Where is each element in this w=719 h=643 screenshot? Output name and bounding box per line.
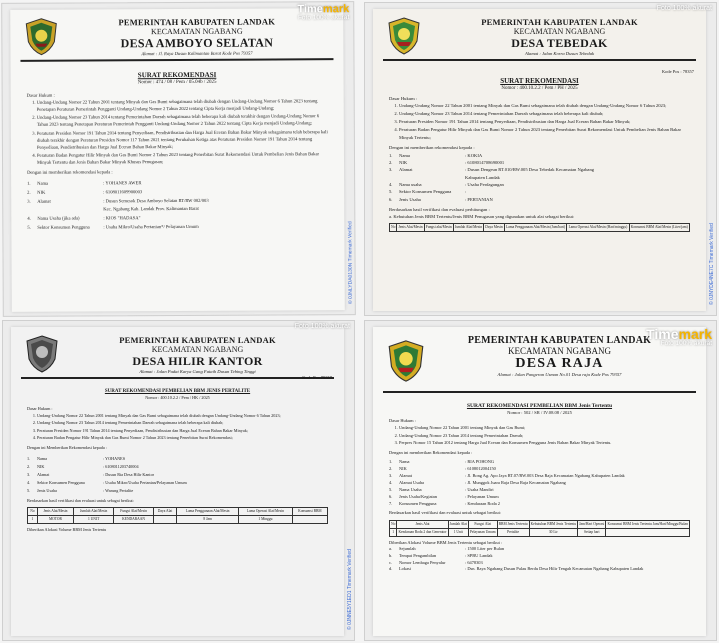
column-header: No <box>390 224 397 232</box>
government-name: PEMERINTAH KABUPATEN LANDAK <box>481 17 638 27</box>
landak-regency-emblem-icon <box>24 18 58 56</box>
legal-basis-item: 4. Peraturan Badan Pengatur Hilir Minyak dan Gas Bumi Nomor 2 Tahun 2023 tentang Penerbitan Surat Rekomendasi Untuk Pembelian Jenis Bahan Bakar Minyak Tertentu dan Jenis Bahan Bakar Minyak Khusus Penugasan; <box>37 150 328 166</box>
column-header: Daya Mesin <box>484 224 505 232</box>
verification-sidemark <box>707 135 715 305</box>
postal-code: Kode Pos : 78357 <box>661 69 694 74</box>
column-header: Jumlah Alat <box>448 521 468 529</box>
column-header: Lama Penggunaan Alat/Mesin <box>177 508 239 516</box>
field-label: Sektor Konsumen Pengguna <box>37 479 85 485</box>
allocation-heading: Diberikan Alokasi Volume BBM Jenis Tertentu sebagai berikut : <box>389 539 503 545</box>
column-header: Jumlah Alat/Mesin <box>73 508 113 516</box>
table-row <box>390 528 690 536</box>
letter-title: SURAT REKOMENDASI PEMBELIAN BBM JENIS PERTALITE <box>104 389 251 394</box>
recipient-fields: 1. Nama : YOHANES 2. NIK : 6108011203740004 3. Alamat : Dusun Ria Desa Hilir Kantor 4. Sektor Konsumen Pengguna : Usaha Mikro/Usaha Pertanian/Pelayanan Umum 5. Jenis Usaha : Warung Pertalite <box>27 455 328 495</box>
field-value: : 6108011609900003 <box>103 189 143 195</box>
field-value: : 1500 Liter per Bulan <box>465 546 505 552</box>
table-cell: 8 Jam <box>177 516 239 524</box>
column-header: Jenis Alat <box>397 521 448 529</box>
field-value: : Warung Pertalite <box>103 487 134 493</box>
legal-basis-list <box>399 425 690 447</box>
watermark-brand-accent: mark <box>678 326 712 342</box>
equipment-table <box>389 223 690 232</box>
legal-basis-list <box>399 102 690 141</box>
field-label: Sektor Konsumen Pengguna <box>37 224 90 230</box>
letter-title: SURAT REKOMENDASI PEMBELIAN BBM Jenis Tertentu <box>466 403 613 409</box>
field-value: Kabupaten Landak <box>465 174 500 180</box>
legal-basis-item: 3. Peraturan Presiden Nomor 191 Tahun 2014 tentang Penyediaan, Pendistribusian dan Harga Jual Eceran Bahan Bakar Minyak sebagaimana telah beberapa kali diubah terakhir dengan Peraturan Presiden Nomor 117 Tahun 2021 tentang Perubahan Ketiga atas Peraturan Presiden Nomor 191 Tahun 2014 tentang Penyediaan, Pendistribusian dan Harga Jual Eceran Bahan Bakar Minyak; <box>37 128 328 151</box>
table-cell: 1 <box>390 528 397 536</box>
field-value: : Usaha Mikro/Usaha Pertanian*/ Pelayanan Umum <box>103 223 199 230</box>
field-value: : KOKIA <box>465 152 483 158</box>
table-cell: 1 Unit <box>448 528 468 536</box>
field-label: Nomor Lembaga Penyalur <box>399 559 446 565</box>
field-label: Tempat Pengambilan <box>399 553 437 559</box>
column-header: Jumlah Alat/Mesin <box>453 224 483 232</box>
recipient-fields: 1. Nama : RIA POHONG 2. NIK : 6108012004150 3. Alamat : Jl. Bong Ag. Apo Jaya RT.07/RW.003 Desa Raja Kecamatan Ngabang Kabupaten Landak 4. Alamat Usaha : Jl. Munggok Juara Raja Desa Raja Kecamatan Ngabang 5. Nama Usaha : Usaha Mandiri 6. Jenis Usaha/Kegiatan : Pelayanan Umum 7. Konsumen Pengguna : Kendaraan Roda 2 <box>389 458 690 507</box>
field-value: : SPBU Landak <box>465 553 493 559</box>
field-value: : Kendaraan Roda 2 <box>465 501 500 507</box>
field-label: Nama <box>37 456 47 461</box>
field-label: Alamat Usaha <box>399 480 424 486</box>
verification-note: Berdasarkan hasil verifikasi dan evaluasi untuk sebagai berikut: <box>389 510 502 516</box>
verification-sidemark <box>345 134 354 304</box>
timemark-watermark <box>646 327 712 348</box>
letter-body <box>27 90 329 232</box>
field-value: : Dusun Dengeun RT.010/RW.005 Desa Tebedak Kecamatan Ngabang <box>465 167 595 173</box>
landak-regency-emblem-icon <box>25 335 59 373</box>
photo-desa-raja <box>364 320 717 641</box>
village-address: Alamat : Jalan Padat Karya Gang Fataih Dusun Tebing Tinggi <box>139 369 256 374</box>
field-label: NIK <box>399 466 407 472</box>
legal-basis-item: 4. Peraturan Badan Pengatur Hilir Minyak dan Gas Bumi Nomor 2 Tahun 2023 tentang Penerbitan Surat Rekomendasi; <box>37 435 328 442</box>
legal-basis-heading: Dasar Hukum : <box>389 96 418 101</box>
photo-desa-hilir-kantor <box>2 320 355 641</box>
watermark-caption: Foto 100% akurat <box>656 5 712 12</box>
legal-basis-list <box>37 97 328 166</box>
column-header: Jenis Alat/Mesin <box>37 508 73 516</box>
district-name: KECAMATAN NGABANG <box>151 26 243 37</box>
field-label: Jenis Usaha <box>399 196 421 202</box>
watermark-brand: Time <box>297 3 323 16</box>
field-value: : 6478303 <box>465 559 483 565</box>
recommendation-intro: Dengan ini memberikan rekomendasi kepada : <box>389 144 475 150</box>
letter-sheet <box>11 327 344 636</box>
letter-title: SURAT REKOMENDASI <box>137 70 217 80</box>
field-value: : Usaha Mandiri <box>465 487 494 493</box>
table-cell: 1 Minggu <box>239 516 293 524</box>
field-label: Nama usaha <box>399 182 422 188</box>
district-name: KECAMATAN NGABANG <box>507 346 612 356</box>
recipient-fields: 1. Nama : YOHANES AWER 2. NIK : 6108011609900003 3. Alamat : Dusun Semesok Desa Amboyo Selatan RT/RW 002/003 Kec. Ngabang Kab. Landak Prov. Kalimantan Barat 4. Nama Usaha (jika ada) : KIOS "HADASA" 5. Sektor Konsumen Pengguna : Usaha Mikro/Usaha Pertanian*/ Pelayanan Umum <box>27 178 328 232</box>
column-header: Jam/Hari Operasi <box>578 521 606 529</box>
letterhead <box>20 14 333 62</box>
column-header: No <box>28 508 38 516</box>
legal-basis-item: 1. Undang-Undang Nomor 22 Tahun 2001 tentang Minyak dan Gas Bumi sebagaimana telah diubah dengan Undang-Undang Nomor 6 Tahun 2023 tentang Penetapan Peraturan Pemerintah Pengganti Undang-Undang Nomor 2 Tahun 2022 tentang Cipta Kerja menjadi Undang-Undang; <box>37 97 328 113</box>
legal-basis-item: 1. Undang-Undang Nomor 22 Tahun 2001 tentang Minyak dan Gas Bumi sebagaimana telah diubah dengan Undang-Undang Nomor 6 Tahun 2023; <box>399 102 690 109</box>
table-cell: Setiap hari <box>578 528 606 536</box>
field-label: NIK <box>37 189 46 195</box>
legal-basis-item: 3. Peraturan Presiden Nomor 191 Tahun 2014 tentang Penyediaan, Pendistribusian dan Harga Jual Eceran Bahan Bakar Minyak; <box>399 118 690 125</box>
column-header: Lama Penggunaan Alat/Mesin (Jam/hari) <box>504 224 567 232</box>
field-value: : <box>465 189 467 195</box>
table-cell: 1 <box>28 516 38 524</box>
field-value: : RIA POHONG <box>465 459 495 465</box>
table-cell <box>153 516 176 524</box>
table-row <box>28 516 328 524</box>
field-value: : Pelayanan Umum <box>465 494 499 500</box>
government-name: PEMERINTAH KABUPATEN LANDAK <box>467 335 652 346</box>
field-label: NIK <box>399 160 408 166</box>
field-value: : Usaha Mikro/Usaha Pertanian/Pelayanan Umum <box>103 479 187 485</box>
village-name: DESA TEBEDAK <box>511 36 608 50</box>
field-label: Alamat <box>37 198 51 204</box>
letter-title: SURAT REKOMENDASI <box>500 77 579 85</box>
field-value: : YOHANES <box>103 456 126 461</box>
table-header-row <box>390 224 690 232</box>
field-label: Sejumlah <box>399 546 416 552</box>
district-name: KECAMATAN NGABANG <box>151 345 244 354</box>
government-name: PEMERINTAH KABUPATEN LANDAK <box>118 16 276 28</box>
column-header: Fungsi Alat/Mesin <box>114 508 154 516</box>
letter-number: Nomor : 502 / SR / IV.08.08 / 2025 <box>507 410 572 415</box>
table-header-row <box>390 521 690 529</box>
legal-basis-item: 1. Undang-Undang Nomor 22 Tahun 2001 tentang Minyak dan Gas Bumi sebagaimana telah diubah dengan Undang-Undang Nomor 6 Tahun 2023; <box>37 413 328 420</box>
landak-regency-emblem-icon <box>387 339 425 383</box>
field-value: : Dusun Ria Desa Hilir Kantor <box>103 471 155 477</box>
allocation-note: Diberikan Alokasi Volume BBM Jenis Tertentu <box>27 526 107 532</box>
verification-note: Berdasarkan hasil verifikasi dan evaluasi perhitungan : <box>389 207 490 213</box>
village-address: Alamat : Jalan Korra Dusun Tebedak <box>524 51 595 56</box>
field-label: Jenis Usaha <box>37 487 57 493</box>
field-label: Nama Usaha <box>399 487 422 493</box>
village-name: DESA AMBOYO SELATAN <box>120 35 274 51</box>
field-value: Kec. Ngabang Kab. Landak Prov. Kalimantan Barat <box>103 206 199 212</box>
legal-basis-heading: Dasar Hukum : <box>26 92 55 98</box>
field-label: Alamat <box>399 473 412 479</box>
table-cell: 1 UNIT <box>73 516 113 524</box>
village-name: DESA HILIR KANTOR <box>132 354 263 368</box>
sidemark-text: © 0JNYDE4NE7C Timemark Verified <box>709 223 715 305</box>
legal-basis-item: 4. Peraturan Badan Pengatur Hilir Minyak dan Gas Bumi Nomor 2 Tahun 2023 tentang Penerbitan Surat Rekomendasi Untuk Pembelian Jenis Bahan Bakar Minyak Tertentu; <box>399 126 690 140</box>
field-value: : YOHANES AWER <box>103 180 142 186</box>
watermark-caption: Foto 100% akurat <box>297 14 350 22</box>
field-value: : KIOS "HADASA" <box>103 215 141 221</box>
letter-body <box>389 95 690 232</box>
field-label: Nama <box>399 152 410 158</box>
field-value: : 6108012004150 <box>465 466 496 472</box>
field-label: Nama Usaha (jika ada) <box>37 215 80 221</box>
column-header: Lama Operasi Alat/Mesin (Hari/minggu) <box>567 224 629 232</box>
field-value: : 6108014708690001 <box>465 160 505 166</box>
watermark-caption: Foto 100% akurat <box>660 340 712 347</box>
letter-number: Nomor : 400.10.2.2 / Pem / PH / 2025 <box>501 86 578 91</box>
column-header: Daya Alat <box>153 508 176 516</box>
column-header: No <box>390 521 397 529</box>
legal-basis-item: 2. Undang-Undang Nomor 23 Tahun 2014 tentang Pemerintahan Daerah sebagaimana telah beberapa kali diubah; <box>399 110 690 117</box>
table-cell: Pelayanan Umum <box>468 528 497 536</box>
timemark-watermark <box>295 323 350 330</box>
field-label: Alamat <box>37 471 50 477</box>
recommendation-intro: Dengan ini Memberikan Rekomendasi kepada : <box>27 444 107 450</box>
letter-number: Nomor : 400.10.2.2 / Pem / HK / 2025 <box>145 395 210 400</box>
letter-sheet <box>373 9 706 311</box>
table-cell <box>292 516 327 524</box>
letter-number: Nomor : 474 / 08 / Pem / 05.04b / 2025 <box>137 79 217 86</box>
column-header: Fungsi Alat <box>468 521 497 529</box>
letter-sheet <box>10 8 345 312</box>
photo-desa-tebedak <box>364 2 717 316</box>
recommendation-intro: Dengan ini memberikan Rekomendasi kepada : <box>389 450 473 456</box>
field-value: : Usaha Perdagangan <box>465 182 504 188</box>
table-cell: KENDARAAN <box>114 516 154 524</box>
table-cell <box>606 528 690 536</box>
district-name: KECAMATAN NGABANG <box>513 27 606 36</box>
column-header: Konsumsi BBM Jenis Tertentu Jam/Hari/Minggu/Bulan <box>606 521 690 529</box>
government-name: PEMERINTAH KABUPATEN LANDAK <box>119 335 276 345</box>
equipment-table <box>389 520 690 536</box>
letterhead <box>21 333 334 379</box>
sidemark-text: © 0JNLYDA0130N Timemark Verified <box>347 221 354 305</box>
legal-basis-list <box>37 413 328 442</box>
column-header: Konsumsi BBM <box>292 508 327 516</box>
field-label: Nama <box>37 180 49 186</box>
table-cell: MOTOR <box>37 516 73 524</box>
legal-basis-item: 2. Undang-Undang Nomor 23 Tahun 2014 tentang Pemerintahan Daerah sebagaimana telah beberapa kali diubah terakhir dengan Undang-Undang Nomor 6 Tahun 2023 tentang Penetapan Peraturan Pemerintah Pengganti Undang-Undang Nomor 2 Tahun 2022 tentang Cipta Kerja menjadi Undang-Undang; <box>37 113 328 129</box>
legal-basis-item: 2. Undang-Undang Nomor 23 Tahun 2014 tentang Pemerintahan Daerah sebagaimana telah beberapa kali diubah; <box>37 420 328 427</box>
timemark-watermark <box>297 4 349 22</box>
field-label: Sektor Konsumen Pengguna <box>399 189 452 195</box>
letter-sheet <box>373 327 706 636</box>
field-label: Jenis Usaha/Kegiatan <box>399 494 437 500</box>
legal-basis-item: 3. Perpres Nomor 15 Tahun 2012 tentang Harga Jual Eceran dan Konsumen Pengguna Jenis Bahan Bakar Minyak Tertentu. <box>399 440 690 447</box>
recommendation-intro: Dengan ini memberikan rekomendasi kepada : <box>27 169 113 175</box>
table-caption: a. Kebutuhan Jenis BBM Tertentu/Jenis BBM Penugasan yang digunakan untuk alat sebagai berikut: <box>389 214 575 220</box>
field-value: : Jl. Bong Ag. Apo Jaya RT.07/RW.003 Desa Raja Kecamatan Ngabang Kabupaten Landak <box>465 473 625 479</box>
postal-code: Kode Pos 79357 <box>302 375 332 380</box>
field-label: Konsumen Pengguna <box>399 501 437 507</box>
timemark-watermark <box>657 5 712 12</box>
legal-basis-item: 2. Undang-Undang Nomor 23 Tahun 2014 tentang Pemerintahan Daerah; <box>399 433 690 440</box>
legal-basis-heading: Dasar Hukum : <box>389 418 416 423</box>
column-header: BBM Jenis Tertentu <box>497 521 529 529</box>
field-label: Lokasi <box>399 566 411 572</box>
sidemark-text: © 0JNNE5Y1ED1 Timemark Verified <box>347 549 353 630</box>
table-cell: Kendaraan Roda 2 dan Generator <box>397 528 448 536</box>
equipment-table <box>27 507 328 523</box>
photo-desa-amboyo-selatan <box>1 1 356 317</box>
column-header: Fungsi alat/Mesin <box>424 224 453 232</box>
letter-body <box>27 406 328 533</box>
verification-note: Berdasarkan hasil verifikasi dan evaluasi untuk sebagai berikut: <box>27 497 134 503</box>
village-address: Alamat : Jalan Pangeran Usman No.01 Desa raja Kode Pos 79357 <box>497 372 622 377</box>
verification-sidemark <box>345 440 353 630</box>
table-cell: Pertalite <box>497 528 529 536</box>
field-value: : 6108011203740004 <box>103 463 139 469</box>
table-header-row <box>28 508 328 516</box>
column-header: Konsumsi BBM Alat/Mesin (Liter/jam) <box>629 224 689 232</box>
letterhead <box>383 15 696 61</box>
watermark-brand: Time <box>646 326 679 342</box>
letter-body: Dasar Hukum : 1. Undang-Undang Nomor 22 Tahun 2001 tentang Minyak dan Gas Bumi; 2. Undang-Undang Nomor 23 Tahun 2014 tentang Pemerintahan Daerah; 3. Perpres Nomor 15 Tahun 2012 tentang Harga Jual Eceran dan Konsumen Pengguna Jenis Bahan Bakar Minyak Tertentu. Dengan ini memberikan Rekomendasi kepada : 1. Nama : RIA POHONG 2. NIK : 6108012004150 3. Alamat : Jl. Bong Ag. Apo Jaya RT.07/RW.003 Desa Raja Kecamatan Ngabang Kabupaten Landak 4. Alamat Usaha : Jl. Munggok Juara Raja Desa Raja Kecamatan Ngabang 5. Nama Usaha : Usaha Mandiri 6. Jenis Usaha/Kegiatan : Pelayanan Umum 7. Konsumen Pengguna : Kendaraan Roda 2 Berdasarkan hasil verifikasi dan evaluasi untuk sebagai berikut: No Jenis Alat Jumlah Alat Fungsi Alat BBM Jenis Tertentu Kebutuhan BBM Jenis Tertentu Jam/Hari Operasi Konsumsi BBM Jenis Tertentu Jam/Hari/Minggu/Bulan 1 Kendaraan Roda 2 dan Generator 1 Unit Pelayanan Umum Pertalite 30 Ltr Setiap hari Diberikan Alokasi Volume BBM Jenis Tertentu sebagai berikut : a. Sejumlah : 1500 Liter per Bulan b. Tempat Pengambilan : SPBU Landak c. Nomor Lembaga Penyalur : 6478303 d. Lokasi : Dsn. Raya Ngabang Dusun Pulau Berdu Desa Hilir Tengah Kecamatan Ngabang Kabupaten Landak <box>389 418 690 573</box>
watermark-brand-accent: mark <box>322 3 350 16</box>
recipient-fields: 1. Nama : KOKIA 2. NIK : 6108014708690001 3. Alamat : Dusun Dengeun RT.010/RW.005 Desa Tebedak Kecamatan Ngabang Kabupaten Landak 4. Nama usaha : Usaha Perdagangan 5. Sektor Konsumen Pengguna : 6. Jenis Usaha : PERTANIAN <box>389 152 690 203</box>
legal-basis-item: 1. Undang-Undang Nomor 22 Tahun 2001 tentang Minyak dan Gas Bumi; <box>399 425 690 432</box>
field-label: Alamat <box>399 167 413 173</box>
legal-basis-heading: Dasar Hukum : <box>27 406 53 411</box>
village-name: DESA RAJA <box>515 356 604 371</box>
field-label: Nama <box>399 459 410 465</box>
legal-basis-item: 3. Peraturan Presiden Nomor 191 Tahun 2014 tentang Penyediaan, Pendistribusian dan Harga Jual Eceran Bahan Bakar Minyak; <box>37 428 328 435</box>
watermark-caption: Foto 100% akurat <box>294 323 350 330</box>
field-label: NIK <box>37 463 45 469</box>
field-value: : PERTANIAN <box>465 196 493 202</box>
field-value: : Jl. Munggok Juara Raja Desa Raja Kecamatan Ngabang <box>465 480 566 486</box>
column-header: Kebutuhan BBM Jenis Tertentu <box>529 521 578 529</box>
field-value: : Dsn. Raya Ngabang Dusun Pulau Berdu Desa Hilir Tengah Kecamatan Ngabang Kabupaten Landak <box>465 566 644 572</box>
column-header: Lama Operasi Alat/Mesin <box>239 508 293 516</box>
column-header: Jenis Alat/Mesin <box>397 224 424 232</box>
landak-regency-emblem-icon <box>387 17 421 55</box>
field-value: : Dusun Semesok Desa Amboyo Selatan RT/RW 002/003 <box>103 197 209 204</box>
village-address: Alamat : Jl. Raya Dusun Kalimantan Barat Kode Pos 79357 <box>141 50 253 57</box>
table-cell: 30 Ltr <box>529 528 578 536</box>
